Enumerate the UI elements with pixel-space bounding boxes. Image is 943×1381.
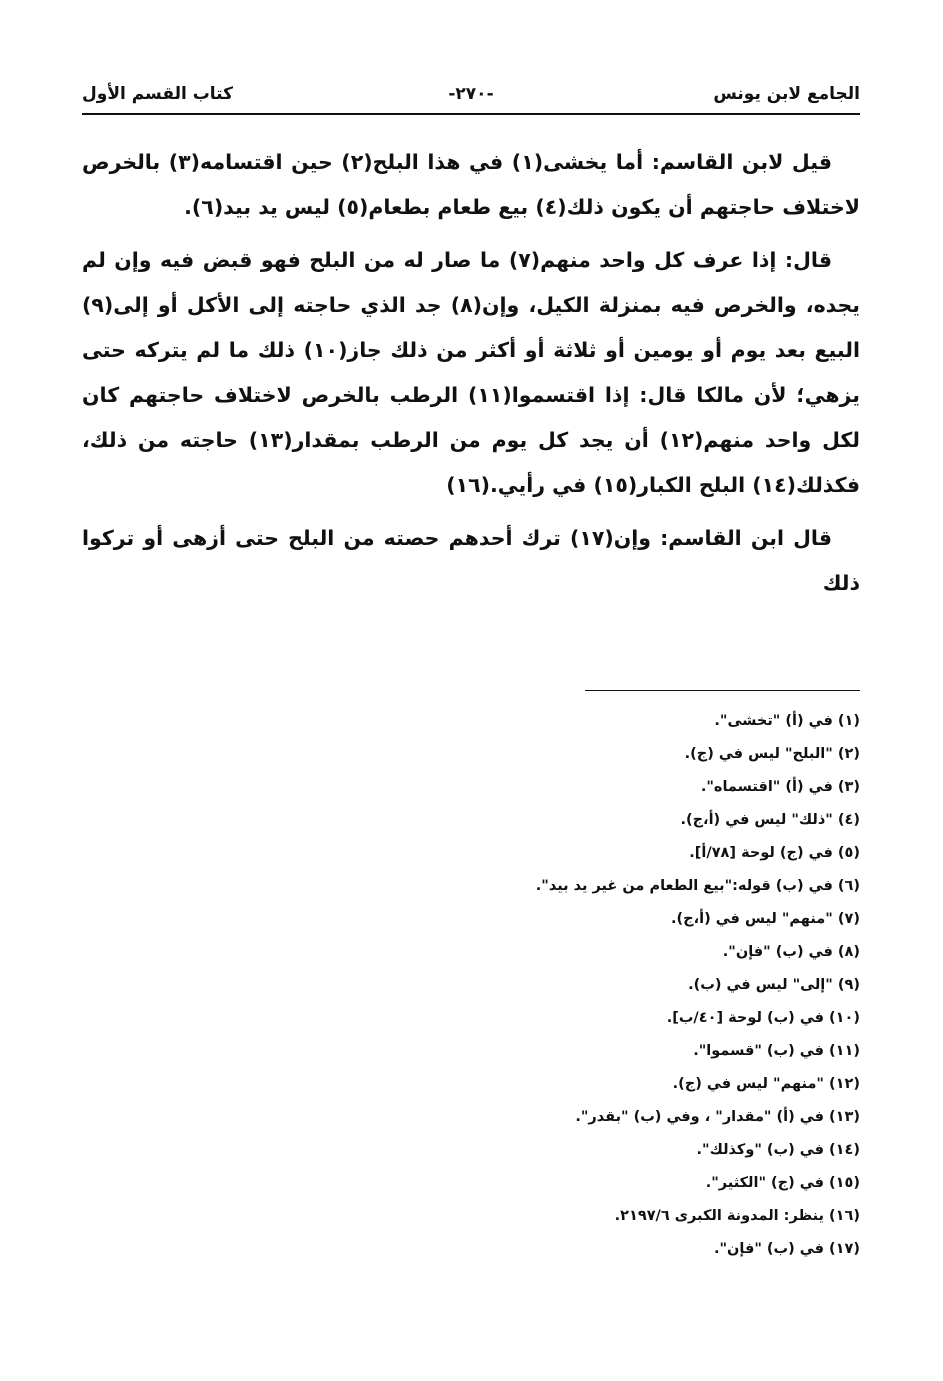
footnote-14: (١٤) في (ب) "وكذلك".	[696, 1142, 860, 1158]
footnote-11: (١١) في (ب) "قسموا".	[693, 1043, 860, 1059]
paragraph-1: قيل لابن القاسم: أما يخشى(١) في هذا البلح(٢) حين اقتسامه(٣) بالخرص لاختلاف حاجتهم أن يكون ذلك(٤) بيع طعام بطعام(٥) ليس يد بيد(٦).	[82, 150, 860, 219]
footnote-10: (١٠) في (ب) لوحة [٤٠/ب].	[666, 1010, 860, 1026]
footnote-7: (٧) "منهم" ليس في (أ،ج).	[671, 911, 860, 927]
footnote-2: (٢) "البلح" ليس في (ج).	[684, 746, 860, 762]
footnote-8: (٨) في (ب) "فإن".	[722, 944, 860, 960]
footnote-13: (١٣) في (أ) "مقدار" ، وفي (ب) "بقدر".	[575, 1109, 860, 1125]
footnote-4: (٤) "ذلك" ليس في (أ،ج).	[680, 812, 860, 828]
header-divider	[82, 113, 860, 115]
header-book-title: الجامع لابن يونس	[713, 84, 860, 104]
page-number: -٢٧٠-	[448, 84, 494, 104]
footnote-1: (١) في (أ) "تخشى".	[714, 713, 860, 729]
paragraph-2: قال: إذا عرف كل واحد منهم(٧) ما صار له من البلح فهو قبض فيه وإن لم يجده، والخرص فيه بمنزلة الكيل، وإن(٨) جد الذي حاجته إلى الأكل أو إلى(٩) البيع بعد يوم أو يومين أو ثلاثة أو أكثر من ذلك جاز(١٠) ذلك ما لم يتركه حتى يزهي؛ لأن مالكا قال: إذا اقتسموا(١١) الرطب بالخرص لاختلاف حاجتهم كان لكل واحد منهم(١٢) أن يجد كل يوم من الرطب بمقدار(١٣) حاجته من ذلك، فكذلك(١٤) البلح الكبار(١٥) في رأيي.(١٦)	[82, 248, 861, 497]
footnote-5: (٥) في (ج) لوحة [٧٨/أ].	[689, 845, 860, 861]
footnote-12: (١٢) "منهم" ليس في (ج).	[672, 1076, 860, 1092]
footnote-17: (١٧) في (ب) "فإن".	[713, 1241, 860, 1257]
footnote-6: (٦) في (ب) قوله:"بيع الطعام من غير يد بيد".	[535, 878, 860, 894]
footnotes-list	[400, 705, 860, 1266]
page-header	[82, 84, 860, 114]
paragraph-3: قال ابن القاسم: وإن(١٧) ترك أحدهم حصته من البلح حتى أزهى أو تركوا ذلك	[82, 526, 860, 595]
footnote-3: (٣) في (أ) "اقتسماه".	[700, 779, 860, 795]
footnote-16: (١٦) ينظر: المدونة الكبرى ٢١٩٧/٦.	[614, 1208, 860, 1224]
header-section-title: كتاب القسم الأول	[82, 84, 234, 104]
footnote-9: (٩) "إلى" ليس في (ب).	[688, 977, 860, 993]
footnote-divider	[585, 690, 860, 691]
main-text	[82, 140, 860, 606]
footnote-15: (١٥) في (ج) "الكثير".	[705, 1175, 860, 1191]
